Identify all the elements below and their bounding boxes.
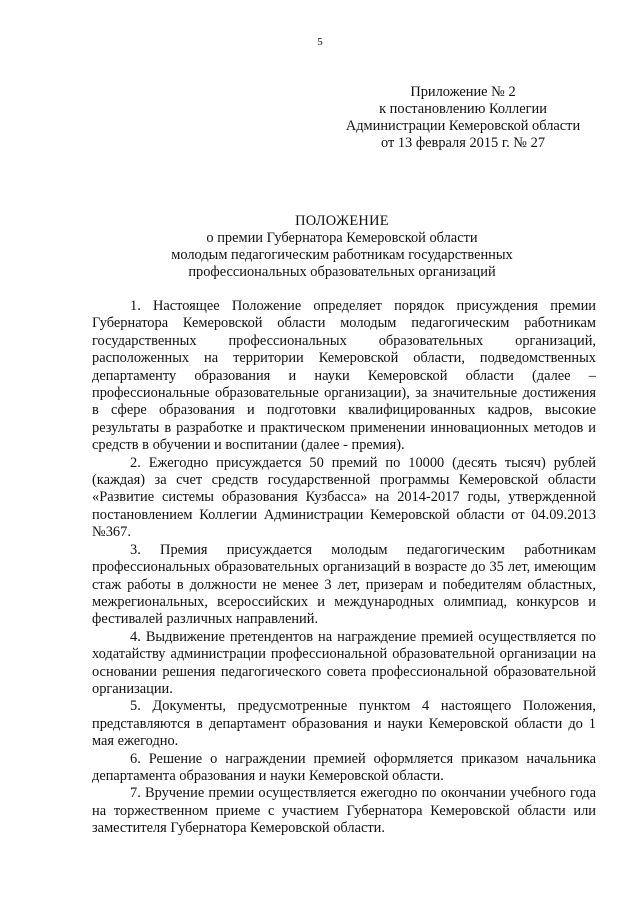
page-number: 5 <box>317 36 323 48</box>
paragraph-3: 3. Премия присуждается молодым педагогическим работникам профессиональных образовательных организаций в возрасте до 35 лет, имеющим стаж работы в должности не менее 3 лет, призерам и победителям областных, межрегиональных, всероссийских и международных олимпиад, конкурсов и фестивалей различных направлений. <box>92 541 596 628</box>
document-body <box>92 298 596 838</box>
title-line: профессиональных образовательных организаций <box>188 264 496 280</box>
paragraph-2: 2. Ежегодно присуждается 50 премий по 10000 (десять тысяч) рублей (каждая) за счет средств государственной программы Кемеровской области «Развитие системы образования Кузбасса» на 2014-2017 годы, утвержденной постановлением Коллегии Администрации Кемеровской области от 04.09.2013 №367. <box>92 454 596 541</box>
paragraph-5: 5. Документы, предусмотренные пунктом 4 настоящего Положения, представляются в департамент образования и науки Кемеровской области до 1 мая ежегодно. <box>92 698 596 750</box>
title-main: ПОЛОЖЕНИЕ <box>295 213 389 229</box>
appendix-line: от 13 февраля 2015 г. № 27 <box>380 135 546 151</box>
title-line: о премии Губернатора Кемеровской области <box>206 230 478 246</box>
appendix-header <box>318 84 608 152</box>
paragraph-6: 6. Решение о награждении премией оформляется приказом начальника департамента образования и науки Кемеровской области. <box>92 750 596 784</box>
appendix-line: Администрации Кемеровской области <box>345 118 581 134</box>
paragraph-7: 7. Вручение премии осуществляется ежегодно по окончании учебного года на торжественном приеме с участием Губернатора Кемеровской области или заместителя Губернатора Кемеровской области. <box>92 785 596 837</box>
appendix-line: к постановлению Коллегии <box>379 101 547 117</box>
paragraph-1: 1. Настоящее Положение определяет порядок присуждения премии Губернатора Кемеровской области молодым педагогическим работникам государственных профессиональных образовательных организаций, расположенных на территории Кемеровской области, подведомственных департаменту образования и науки Кемеровской области (далее – профессиональные образовательные организации), за значительные достижения в сфере образования и подготовки квалифицированных кадров, высокие результаты в разработке и практическом применении инновационных методов и средств в обучении и воспитании (далее - премия). <box>92 298 596 454</box>
document-title <box>92 213 592 281</box>
appendix-line: Приложение № 2 <box>410 84 516 100</box>
paragraph-4: 4. Выдвижение претендентов на награждение премией осуществляется по ходатайству администрации профессиональной образовательной организации на основании решения педагогического совета профессиональной образовательной организации. <box>92 628 596 697</box>
title-line: молодым педагогическим работникам государственных <box>171 247 513 263</box>
